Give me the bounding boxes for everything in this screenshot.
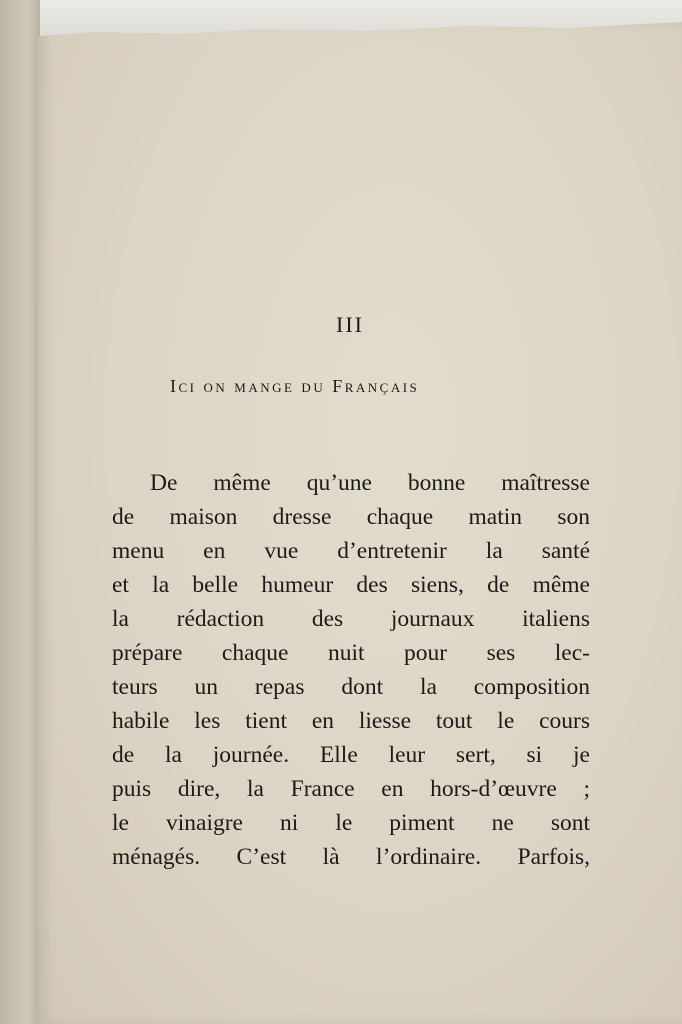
text-line: de maison dresse chaque matin son bbox=[112, 504, 590, 530]
text-line: prépare chaque nuit pour ses lec- bbox=[112, 640, 590, 666]
text-line: la rédaction des journaux italiens bbox=[112, 606, 590, 632]
text-line: De même qu’une bonne maîtresse bbox=[150, 470, 590, 496]
chapter-number: III bbox=[336, 312, 364, 337]
book-spine-edge bbox=[0, 0, 40, 1024]
text-line: habile les tient en liesse tout le cours bbox=[112, 708, 590, 734]
text-line: puis dire, la France en hors-d’œuvre ; bbox=[112, 776, 590, 802]
text-line: de la journée. Elle leur sert, si je bbox=[112, 742, 590, 768]
text-line: ménagés. C’est là l’ordinaire. Parfois, bbox=[112, 844, 590, 870]
text-line: teurs un repas dont la composition bbox=[112, 674, 590, 700]
text-line: le vinaigre ni le piment ne sont bbox=[112, 810, 590, 836]
text-line: menu en vue d’entretenir la santé bbox=[112, 538, 590, 564]
chapter-title: Ici on mange du Français bbox=[170, 376, 420, 396]
text-line: et la belle humeur des siens, de même bbox=[112, 572, 590, 598]
body-paragraph bbox=[112, 466, 590, 874]
